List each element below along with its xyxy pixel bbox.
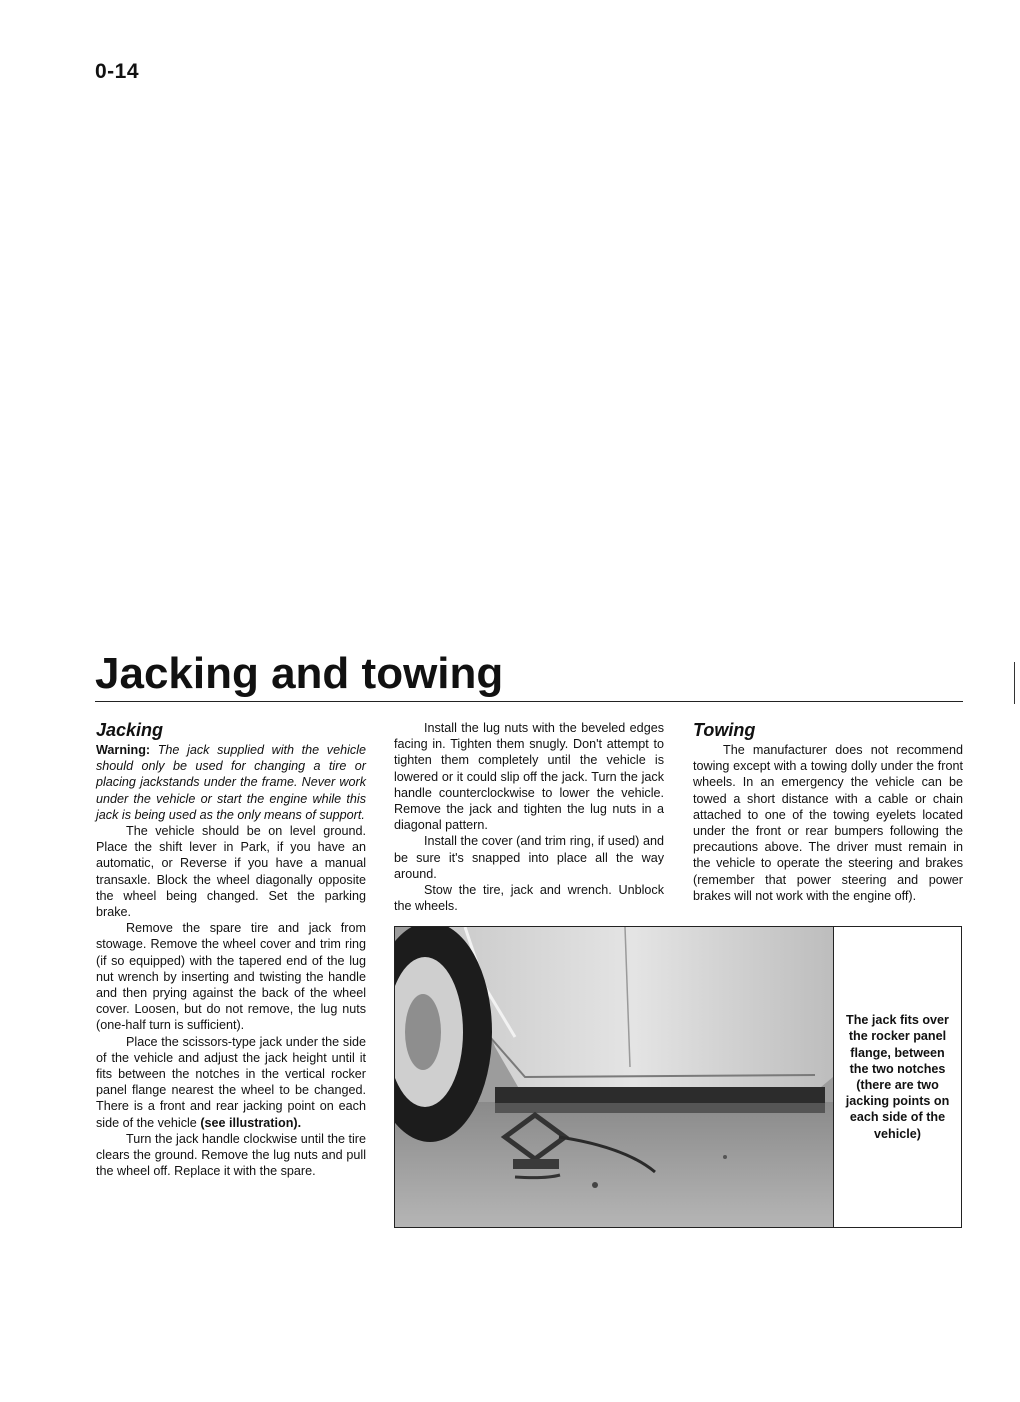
chapter-title: Jacking and towing (95, 649, 504, 698)
jacking-paragraph-4: Turn the jack handle clockwise until the tire clears the ground. Remove the lug nuts and pull the wheel off. Replace it with the spare. (96, 1131, 366, 1179)
figure-caption: The jack fits over the rocker panel flange, between the two notches (there are two jacking points on each side of the vehicle) (845, 1013, 950, 1141)
warning-text: The jack supplied with the vehicle should only be used for changing a tire or placing jackstands under the frame. Never work under the vehicle or start the engine while this jack is being used as the only means of support. (96, 743, 366, 822)
warning-paragraph (96, 742, 366, 823)
title-rule (95, 701, 963, 702)
warning-label: Warning: (96, 743, 151, 757)
towing-paragraph-1: The manufacturer does not recommend towing except with a towing dolly under the front wheels. In an emergency the vehicle can be towed a short distance with a cable or chain attached to one of the towing eyelets located under the front or rear bumpers following the precautions above. The driver must remain in the vehicle to operate the steering and brakes (remember that power steering and power brakes will not work with the engine off). (693, 743, 963, 903)
jacking-paragraph-3-text: Place the scissors-type jack under the side of the vehicle and adjust the jack height until it fits between the notches in the vertical rocker panel flange nearest the wheel to be changed. There is a front and rear jacking point on each side of the vehicle (96, 1034, 366, 1130)
jacking-paragraph-2: Remove the spare tire and jack from stowage. Remove the wheel cover and trim ring (if so equipped) with the tapered end of the lug nut wrench by inserting and twisting the handle and then prying against the back of the wheel cover. Loosen, but do not remove, the lug nuts (one-half turn is sufficient). (96, 921, 366, 1033)
jacking-point-figure (394, 926, 962, 1228)
page-edge-mark (1014, 662, 1015, 704)
towing-heading: Towing (693, 720, 756, 740)
column2-paragraph-3: Stow the tire, jack and wrench. Unblock the wheels. (394, 883, 664, 914)
column2-paragraph-1: Install the lug nuts with the beveled edges facing in. Tighten them snugly. Don't attempt to tighten them completely until the vehicle is lowered or it could slip off the jack. Turn the jack handle counterclockwise to lower the vehicle. Remove the jack and tighten the lug nuts in a diagonal pattern. (394, 721, 664, 833)
column2-paragraph-2: Install the cover (and trim ring, if used) and be sure it's snapped into place all the way around. (394, 834, 664, 881)
jacking-heading: Jacking (96, 720, 164, 740)
illustration-reference: (see illustration). (200, 1115, 302, 1130)
towing-column (693, 720, 963, 904)
car-jack-photo-illustration (395, 927, 833, 1227)
continuation-column (394, 720, 664, 914)
jacking-paragraph-3 (96, 1034, 366, 1131)
jacking-point-photo (395, 927, 834, 1227)
page-number: 0-14 (95, 60, 140, 83)
jacking-paragraph-1: The vehicle should be on level ground. Place the shift lever in Park, if you have an automatic, or Reverse if you have a manual transaxle. Block the wheel diagonally opposite the wheel being changed. Set the parking brake. (96, 824, 366, 920)
jacking-column (96, 720, 366, 1179)
